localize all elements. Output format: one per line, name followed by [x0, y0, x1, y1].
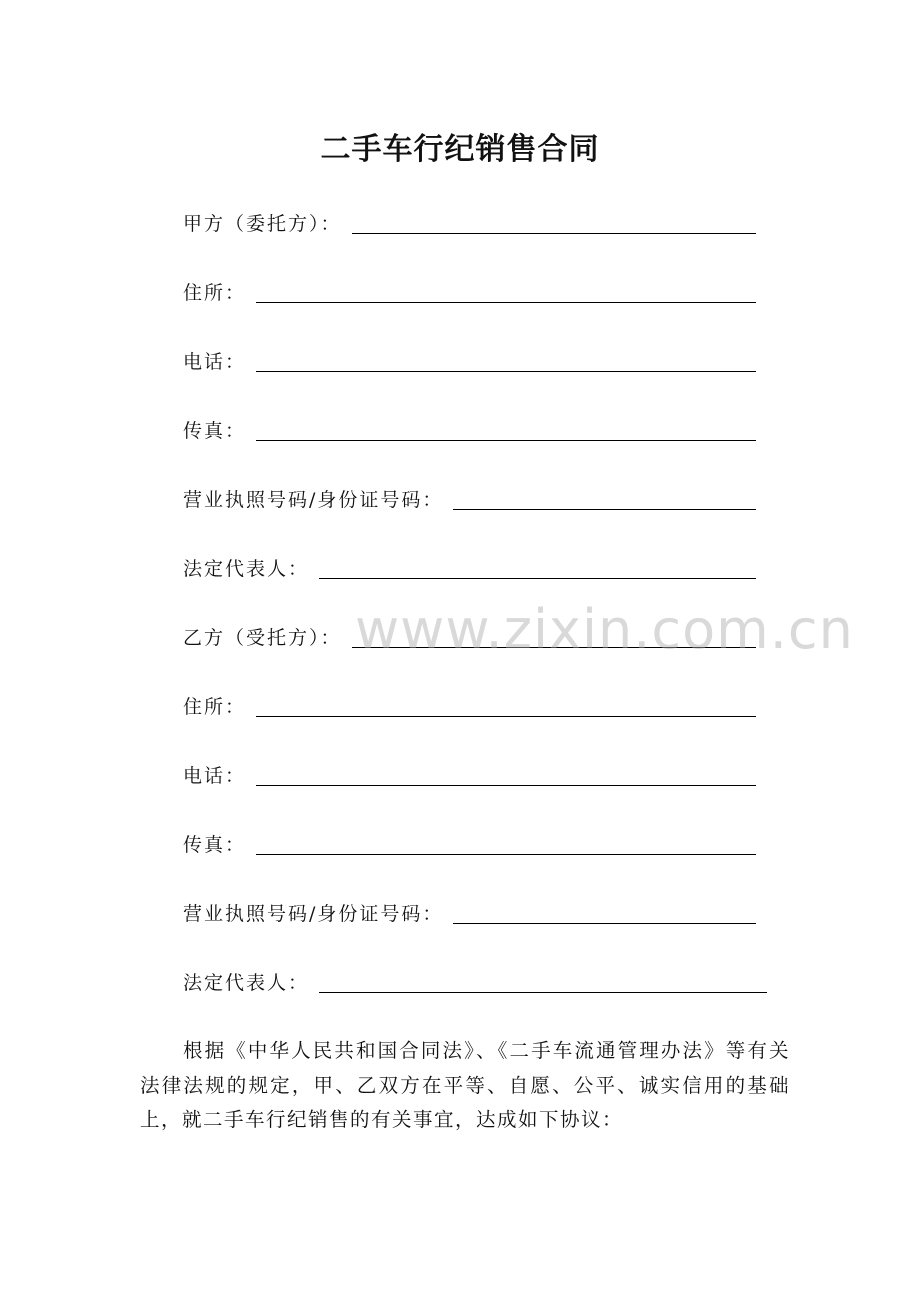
party-a-phone-field — [183, 344, 756, 376]
party-a-representative-field — [183, 551, 756, 583]
party-b-phone-blank — [256, 785, 756, 786]
party-a-heading-blank — [352, 233, 756, 234]
party-a-license-blank — [453, 509, 756, 510]
party-b-fax-label: 传真： — [183, 834, 247, 856]
party-a-phone-label: 电话： — [183, 351, 247, 373]
party-b-representative-field — [183, 965, 767, 997]
party-b-license-label: 营业执照号码/身份证号码： — [183, 903, 444, 925]
party-a-representative-label: 法定代表人： — [183, 558, 310, 580]
party-b-address-field — [183, 689, 756, 721]
party-a-address-blank — [256, 302, 756, 303]
party-a-fax-field — [183, 413, 756, 445]
party-a-license-field — [183, 482, 756, 514]
party-b-fax-blank — [256, 854, 756, 855]
party-b-license-field — [183, 896, 756, 928]
party-b-heading-blank — [352, 647, 756, 648]
party-a-address-field — [183, 275, 756, 307]
party-a-address-label: 住所： — [183, 282, 247, 304]
party-a-license-label: 营业执照号码/身份证号码： — [183, 489, 444, 511]
party-a-representative-blank — [319, 578, 756, 579]
party-a-phone-blank — [256, 371, 756, 372]
party-b-address-label: 住所： — [183, 696, 247, 718]
party-b-phone-field — [183, 758, 756, 790]
party-b-address-blank — [256, 716, 756, 717]
party-a-heading-field — [183, 206, 756, 238]
party-b-phone-label: 电话： — [183, 765, 247, 787]
preamble-paragraph: 根据《中华人民共和国合同法》、《二手车流通管理办法》等有关法律法规的规定，甲、乙双方在平等、自愿、公平、诚实信用的基础上，就二手车行纪销售的有关事宜，达成如下协议： — [140, 1039, 790, 1131]
party-a-heading-label: 甲方（委托方）： — [183, 213, 342, 235]
party-b-representative-blank — [319, 992, 767, 993]
party-b-fax-field — [183, 827, 756, 859]
party-a-fax-label: 传真： — [183, 420, 247, 442]
party-b-heading-label: 乙方（受托方）： — [183, 627, 342, 649]
party-b-license-blank — [453, 923, 756, 924]
party-b-representative-label: 法定代表人： — [183, 972, 310, 994]
party-b-heading-field — [183, 620, 756, 652]
party-a-fax-blank — [256, 440, 756, 441]
document-title: 二手车行纪销售合同 — [320, 132, 600, 167]
watermark: www.zixin.com.cn — [355, 598, 854, 661]
